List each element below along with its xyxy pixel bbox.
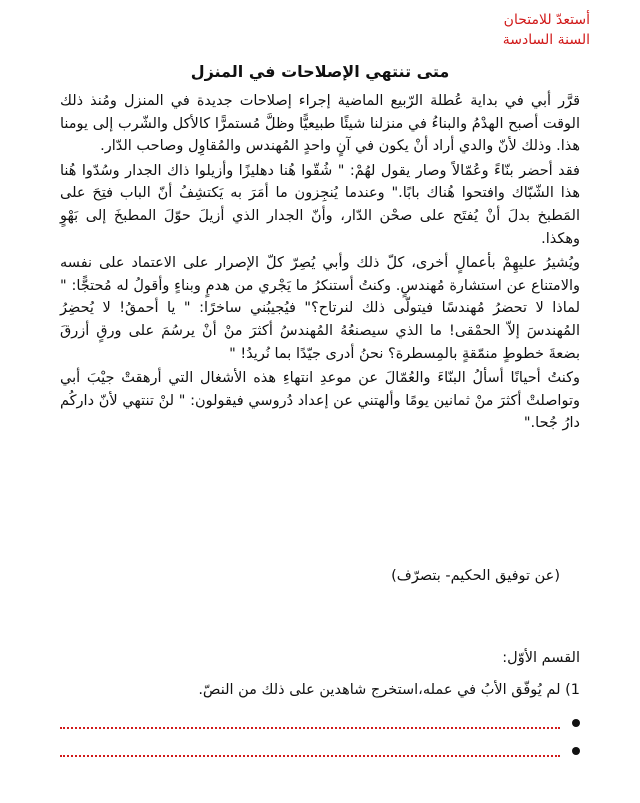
- bullet-icon: [572, 747, 580, 755]
- answer-line-1[interactable]: [60, 712, 580, 734]
- answer-dotted-line: [60, 717, 560, 729]
- passage-paragraph-3: ويُشيرُ عليهِمْ بأعمالٍ أخرى، كلّ ذلك وأبي يُصِرّ كلّ الإصرار على الاعتماد على نفسه والامتناع عن استشارة مُهندسٍ. وكنتُ أستنكرُ ما يَجْري من هدمٍ وبناءٍ وأقولُ له مُحتجًّا: " لماذا لا تحضرُ مُهندسًا فيتولّى ذلك لنرتاح؟" فيُجيبُني ساخرًا: " يا أحمقُ! لا يُحضِرُ المُهندسَ إلاّ الحمْقى! ما الذي سيصنعُهُ المُهندسُ أكثرَ منْ أنْ يرسُمَ على ورقٍ أزرقَ بضعةَ خطوطٍ منمّقةٍ بالمِسطرة؟ نحنُ أدرى جيّدًا بما نُريدُ! ": [60, 255, 580, 362]
- question-1: 1) لم يُوفّق الأبُ في عمله،استخرج شاهدين على ذلك من النصّ.: [198, 682, 580, 698]
- reading-passage: [60, 90, 580, 437]
- passage-paragraph-1: قرَّر أبي في بداية عُطلة الرّبيع الماضية إجراء إصلاحات جديدة في المنزل ومُنذ ذلك الوقت أصبح الهدْمُ والبناءُ في منزلنا شيئًا طبيعيًّا وظلَّ مُستمرًّا كالأكل والشّرب إلى يومنا هذا. وذلك لأنّ والدي أراد أنْ يكون في آنٍ واحدٍ المُهندس والمُقاوِل وصاحب الدّار.: [60, 93, 580, 155]
- page-title: متى تنتهي الإصلاحات في المنزل: [190, 62, 450, 81]
- section-title: القسم الأوّل:: [502, 650, 580, 666]
- header-line-grade: السنة السادسة: [502, 32, 590, 48]
- header: [503, 10, 590, 50]
- header-line-exam-prep: أستعدّ للامتحان: [503, 12, 590, 28]
- answer-line-2[interactable]: [60, 740, 580, 762]
- answer-dotted-line: [60, 745, 560, 757]
- bullet-icon: [572, 719, 580, 727]
- passage-source: (عن توفيق الحكيم- بتصرّف): [391, 568, 560, 584]
- passage-paragraph-2: فقد أحضر بنّاءً وعُمّالاً وصار يقول لهُمْ: " شُقّوا هُنا دهليزًا وأزيلوا ذاك الجدار وسُدّوا هُنا هذا الشّبّاك وافتحوا هُناك بابًا." وعندما يُنجِزون ما أمَرَ به يَكتشِفُ أنّ الباب فتِحَ على المَطبخ بدلَ أنْ يُفتَح على صحْن الدّار، وأنّ الجدار الذي أزيلَ حوّلَ المطبخَ إلى بَهْوٍ وهكذا.: [60, 162, 580, 247]
- passage-paragraph-4: وكنتُ أحيانًا أسألُ البنّاءَ والعُمّالَ عن موعدِ انتهاءِ هذه الأشغال التي أرهقتْ جيْبَ أبي وتواصلتْ أكثرَ منْ ثمانين يومًا وألهتني عن إعداد دُروسي فيقولون: " لنْ تنتهي لأنّ داركُم دارُ جُحا.": [60, 370, 580, 432]
